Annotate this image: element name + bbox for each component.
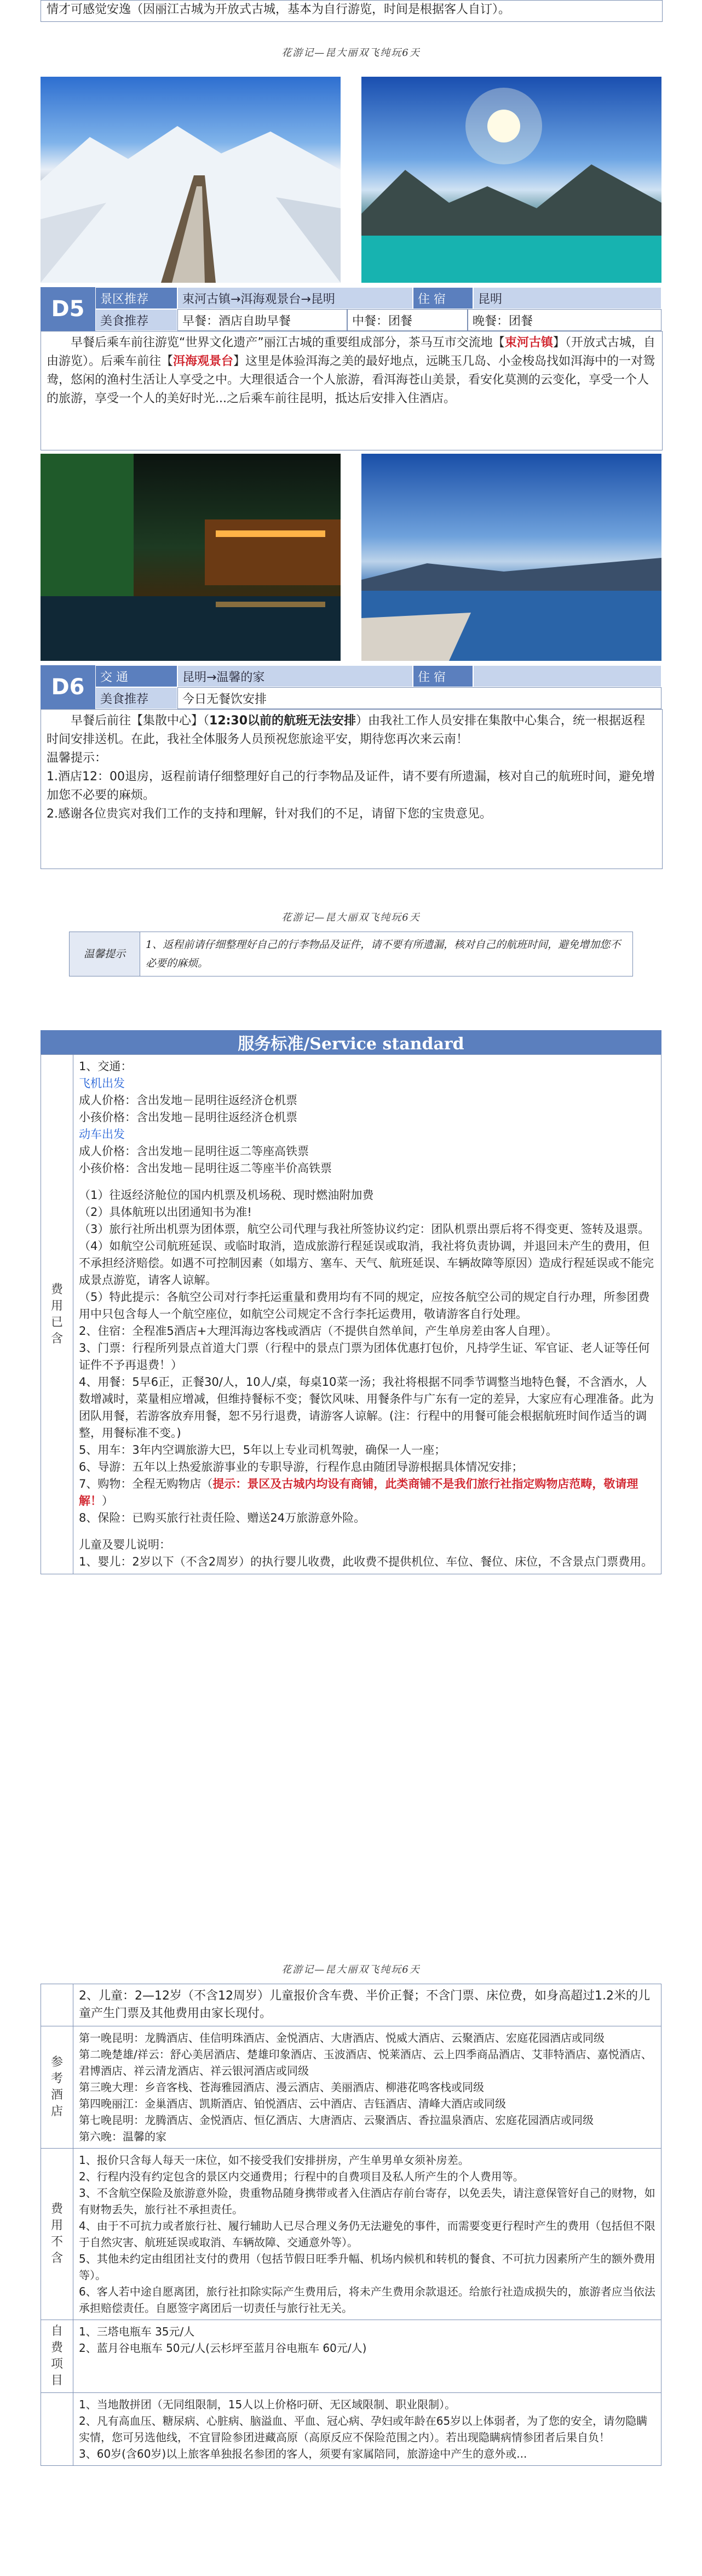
excluded-list: 1、报价只含每人每天一床位，如不接受我们安排拼房，产生单男单女须补房差。 2、行程内没有约定包含的景区内交通费用；行程中的自费项目及私人所产生的个人费用等。 3、不含航空保险及旅游意外险，贵重物品随身携带或者入住酒店存前台寄存，以免丢失，请注意保管好自己的财物，如有财物丢失，旅行社不承担责任。 4、由于不可抗力或者旅行社、履行辅助人已尽合理义务仍无法避免的事件，而需要变更行程时产生的费用（包括但不限于自然灾害、航班延误或取消、车辆故障、交通意外等）。 5、其他未约定由组团社支付的费用（包括节假日旺季升幅、机场内候机和转机的餐食、不可抗力因素所产生的额外费用等）。 6、客人若中途自愿离团，旅行社扣除实际产生费用后，将未产生费用余款退还。给旅行社造成损失的，旅游者应当依法承担赔偿责任。自愿签字离团后一切责任与旅行社无关。 [73, 2149, 661, 2320]
day6-label: D6 [41, 665, 95, 709]
old-town-night-photo [41, 454, 341, 661]
d5-v1: 束河古镇→洱海观景台→昆明 [177, 287, 413, 309]
service-table [41, 1054, 661, 1574]
blue-moon-valley-photo [361, 77, 661, 283]
d5-k1: 景区推荐 [95, 287, 177, 309]
d5-food-key: 美食推荐 [95, 309, 177, 331]
notes-list: 1、当地散拼团（无同组限制，15人以上价格叼研、无区域限制、职业限制）。 2、凡有高血压、糖尿病、心脏病、脑溢血、平血、冠心病、孕妇或年龄在65岁以上体弱者，为了您的安全，请勿隐瞒实情，您可另选他线，不宜冒险参团进藏高原（高原反应不保险范围之内）。若出现隐瞒病情参团者后果自负！ 3、60岁(含60岁)以上旅客单独报名参团的客人，须要有家属陪同，旅游途中产生的意外或... [73, 2393, 661, 2466]
d5-lunch: 中餐：团餐 [347, 309, 468, 331]
d6-v2 [473, 665, 661, 687]
d6-k2: 住 宿 [413, 665, 473, 687]
day6-paragraph: 早餐后前往【集散中心】（12:30以前的航班无法安排）由我社工作人员安排在集散中心集合，统一根据返程时间安排送机。在此，我社全体服务人员预祝您旅途平安，期待您再次来云南！ [47, 714, 646, 746]
included-label: 费用已含 [41, 1055, 73, 1574]
erhai-lake-photo [361, 454, 661, 661]
d5-v2: 昆明 [473, 287, 661, 309]
page-header: 花游记—昆大丽双飞纯玩6天 [281, 47, 421, 59]
prev-day-text: 情才可感觉安逸（因丽江古城为开放式古城，基本为自行游览，时间是根据客人自订）。 [47, 3, 511, 16]
day6-header [41, 665, 661, 709]
child-note: 2、儿童：2—12岁（不含12周岁）儿童报价含车费、半价正餐；不含门票、床位费，如身高超过1.2米的儿童产生门票及其他费用由家长现付。 [73, 1984, 661, 2026]
day5-header [41, 287, 661, 331]
snow-mountain-photo [41, 77, 341, 283]
day5-body [41, 331, 663, 450]
reminder-key: 温馨提示 [70, 932, 140, 976]
day6-tips-title: 温馨提示： [47, 751, 107, 765]
included-content: 1、交通： 飞机出发 成人价格：含出发地－昆明往返经济仓机票 小孩价格：含出发地－昆明往返经济仓机票 动车出发 成人价格：含出发地－昆明往返二等座高铁票 小孩价格：含出发地－昆明往返二等座半价高铁票 （1）往返经济舱位的国内机票及机场税、现时燃油附加费 （2）具体航班以出团通知书为准! （3）旅行社所出机票为团体票，航空公司代理与我社所签协议约定：团队机票出票后将不得变更、签转及退票。 （4）如航空公司航班延误、或临时取消，造成旅游行程延误或取消，我社将负责协调，并退回未产生的费用，但不承担经济赔偿。如遇不可控制因素（如塌方、塞车、天气、航班延误、车辆故障等原因）造成行程延误或不能完成景点游览，请客人谅解。 （5）特此提示：各航空公司对行李托运重量和费用均有不同的规定，应按各航空公司的规定自行办理，所参团费用中只包含每人一个航空座位，如航空公司规定不含行李托运费用，敬请游客自行处理。 2、住宿：全程准5酒店+大理洱海边客栈或酒店（不提供自然单间，产生单房差由客人自理）。 3、门票：行程所列景点首道大门票（行程中的景点门票为团体优惠打包价，凡持学生证、军官证、老人证等任何证件不予再退费！） 4、用餐：5早6正，正餐30/人，10人/桌，每桌10菜一汤；我社将根据不同季节调整当地特色餐，不含酒水，人数增减时，菜量相应增减，但维持餐标不变；餐饮风味、用餐条件与广东有一定的差异，大家应有心理准备。此为团队用餐，若游客放弃用餐，恕不另行退费，请游客人谅解。(注：行程中的用餐可能会根据航班时间作适当的调整，用餐标准不变。) 5、用车：3年内空调旅游大巴，5年以上专业司机驾驶，确保一人一座； 6、导游：五年以上热爱旅游事业的专职导游，行程作息由随团导游根据具体情况安排； 7、购物：全程无购物店（提示：景区及古城内均设有商铺，此类商铺不是我们旅行社指定购物店范畴，敬请理解！） 8、保险：已购买旅行社责任险、赠送24万旅游意外险。 儿童及婴儿说明： 1、婴儿：2岁以下（不含2周岁）的执行婴儿收费，此收费不提供机位、车位、餐位、床位，不含景点门票费用。 [73, 1055, 661, 1574]
day5-paragraph: 早餐后乘车前往游览“世界文化遗产”丽江古城的重要组成部分，茶马互市交流地【束河古镇】（开放式古城，自由游览）。后乘车前往【洱海观景台】这里是体验洱海之美的最好地点，远眺玉几岛、小金梭岛找如洱海中的一对鸳鸯，悠闲的渔村生活让人享受之中。大理很适合一个人旅游，看洱海苍山美景，看安化莫测的云变化，享受一个人的旅游，享受一个人的美好时光...之后乘车前往昆明，抵达后安排入住酒店。 [47, 336, 655, 405]
reminder-box [69, 932, 633, 976]
d5-k2: 住 宿 [413, 287, 473, 309]
service-table-2 [41, 1984, 661, 2466]
d5-breakfast: 早餐：酒店自助早餐 [177, 309, 347, 331]
prev-day-tail [41, 0, 663, 22]
d6-food-key: 美食推荐 [95, 687, 177, 709]
hotel-label: 参考酒店 [41, 2026, 73, 2149]
day6-tip2: 2.感谢各位贵宾对我们工作的支持和理解，针对我们的不足，请留下您的宝贵意见。 [47, 807, 492, 821]
d6-v1: 昆明→温馨的家 [177, 665, 413, 687]
d6-food: 今日无餐饮安排 [177, 687, 661, 709]
page-header-3: 花游记—昆大丽双飞纯玩6天 [281, 1964, 421, 1975]
d5-dinner: 晚餐：团餐 [468, 309, 661, 331]
day5-label: D5 [41, 287, 95, 331]
self-pay-list: 1、三塔电瓶车 35元/人 2、蓝月谷电瓶车 50元/人(云杉坪至蓝月谷电瓶车 60元/人) [73, 2320, 661, 2393]
excluded-label: 费用不含 [41, 2149, 73, 2320]
hotel-list: 第一晚昆明：龙腾酒店、佳信明珠酒店、金悦酒店、大唐酒店、悦威大酒店、云聚酒店、宏庭花园酒店或同级 第二晚楚雄/祥云：舒心美居酒店、楚雄印象酒店、玉波酒店、悦莱酒店、云上四季商品酒店、艾菲特酒店、嘉悦酒店、君博酒店、祥云清龙酒店、祥云银河酒店或同级 第三晚大理：乡音客栈、苍海雅园酒店、漫云酒店、美丽酒店、柳港花鸣客栈或同级 第四晚丽江：金巢酒店、凯斯酒店、铂悦酒店、云中酒店、吉钰酒店、清峰大酒店或同级 第七晚昆明：龙腾酒店、金悦酒店、恒亿酒店、大唐酒店、云聚酒店、香拉温泉酒店、宏庭花园酒店或同级 第六晚：温馨的家 [73, 2026, 661, 2149]
reminder-text: 1、返程前请仔细整理好自己的行李物品及证件，请不要有所遗漏，核对自己的航班时间，避免增加您不必要的麻烦。 [140, 932, 633, 976]
service-title: 服务标准/Service standard [41, 1030, 661, 1054]
day6-body [41, 709, 663, 869]
day6-tip1: 1.酒店12：00退房，返程前请仔细整理好自己的行李物品及证件，请不要有所遗漏，核对自己的航班时间，避免增加您不必要的麻烦。 [47, 770, 655, 802]
d6-k1: 交 通 [95, 665, 177, 687]
self-pay-label: 自费项目 [41, 2320, 73, 2393]
page-header-2: 花游记—昆大丽双飞纯玩6天 [281, 912, 421, 923]
